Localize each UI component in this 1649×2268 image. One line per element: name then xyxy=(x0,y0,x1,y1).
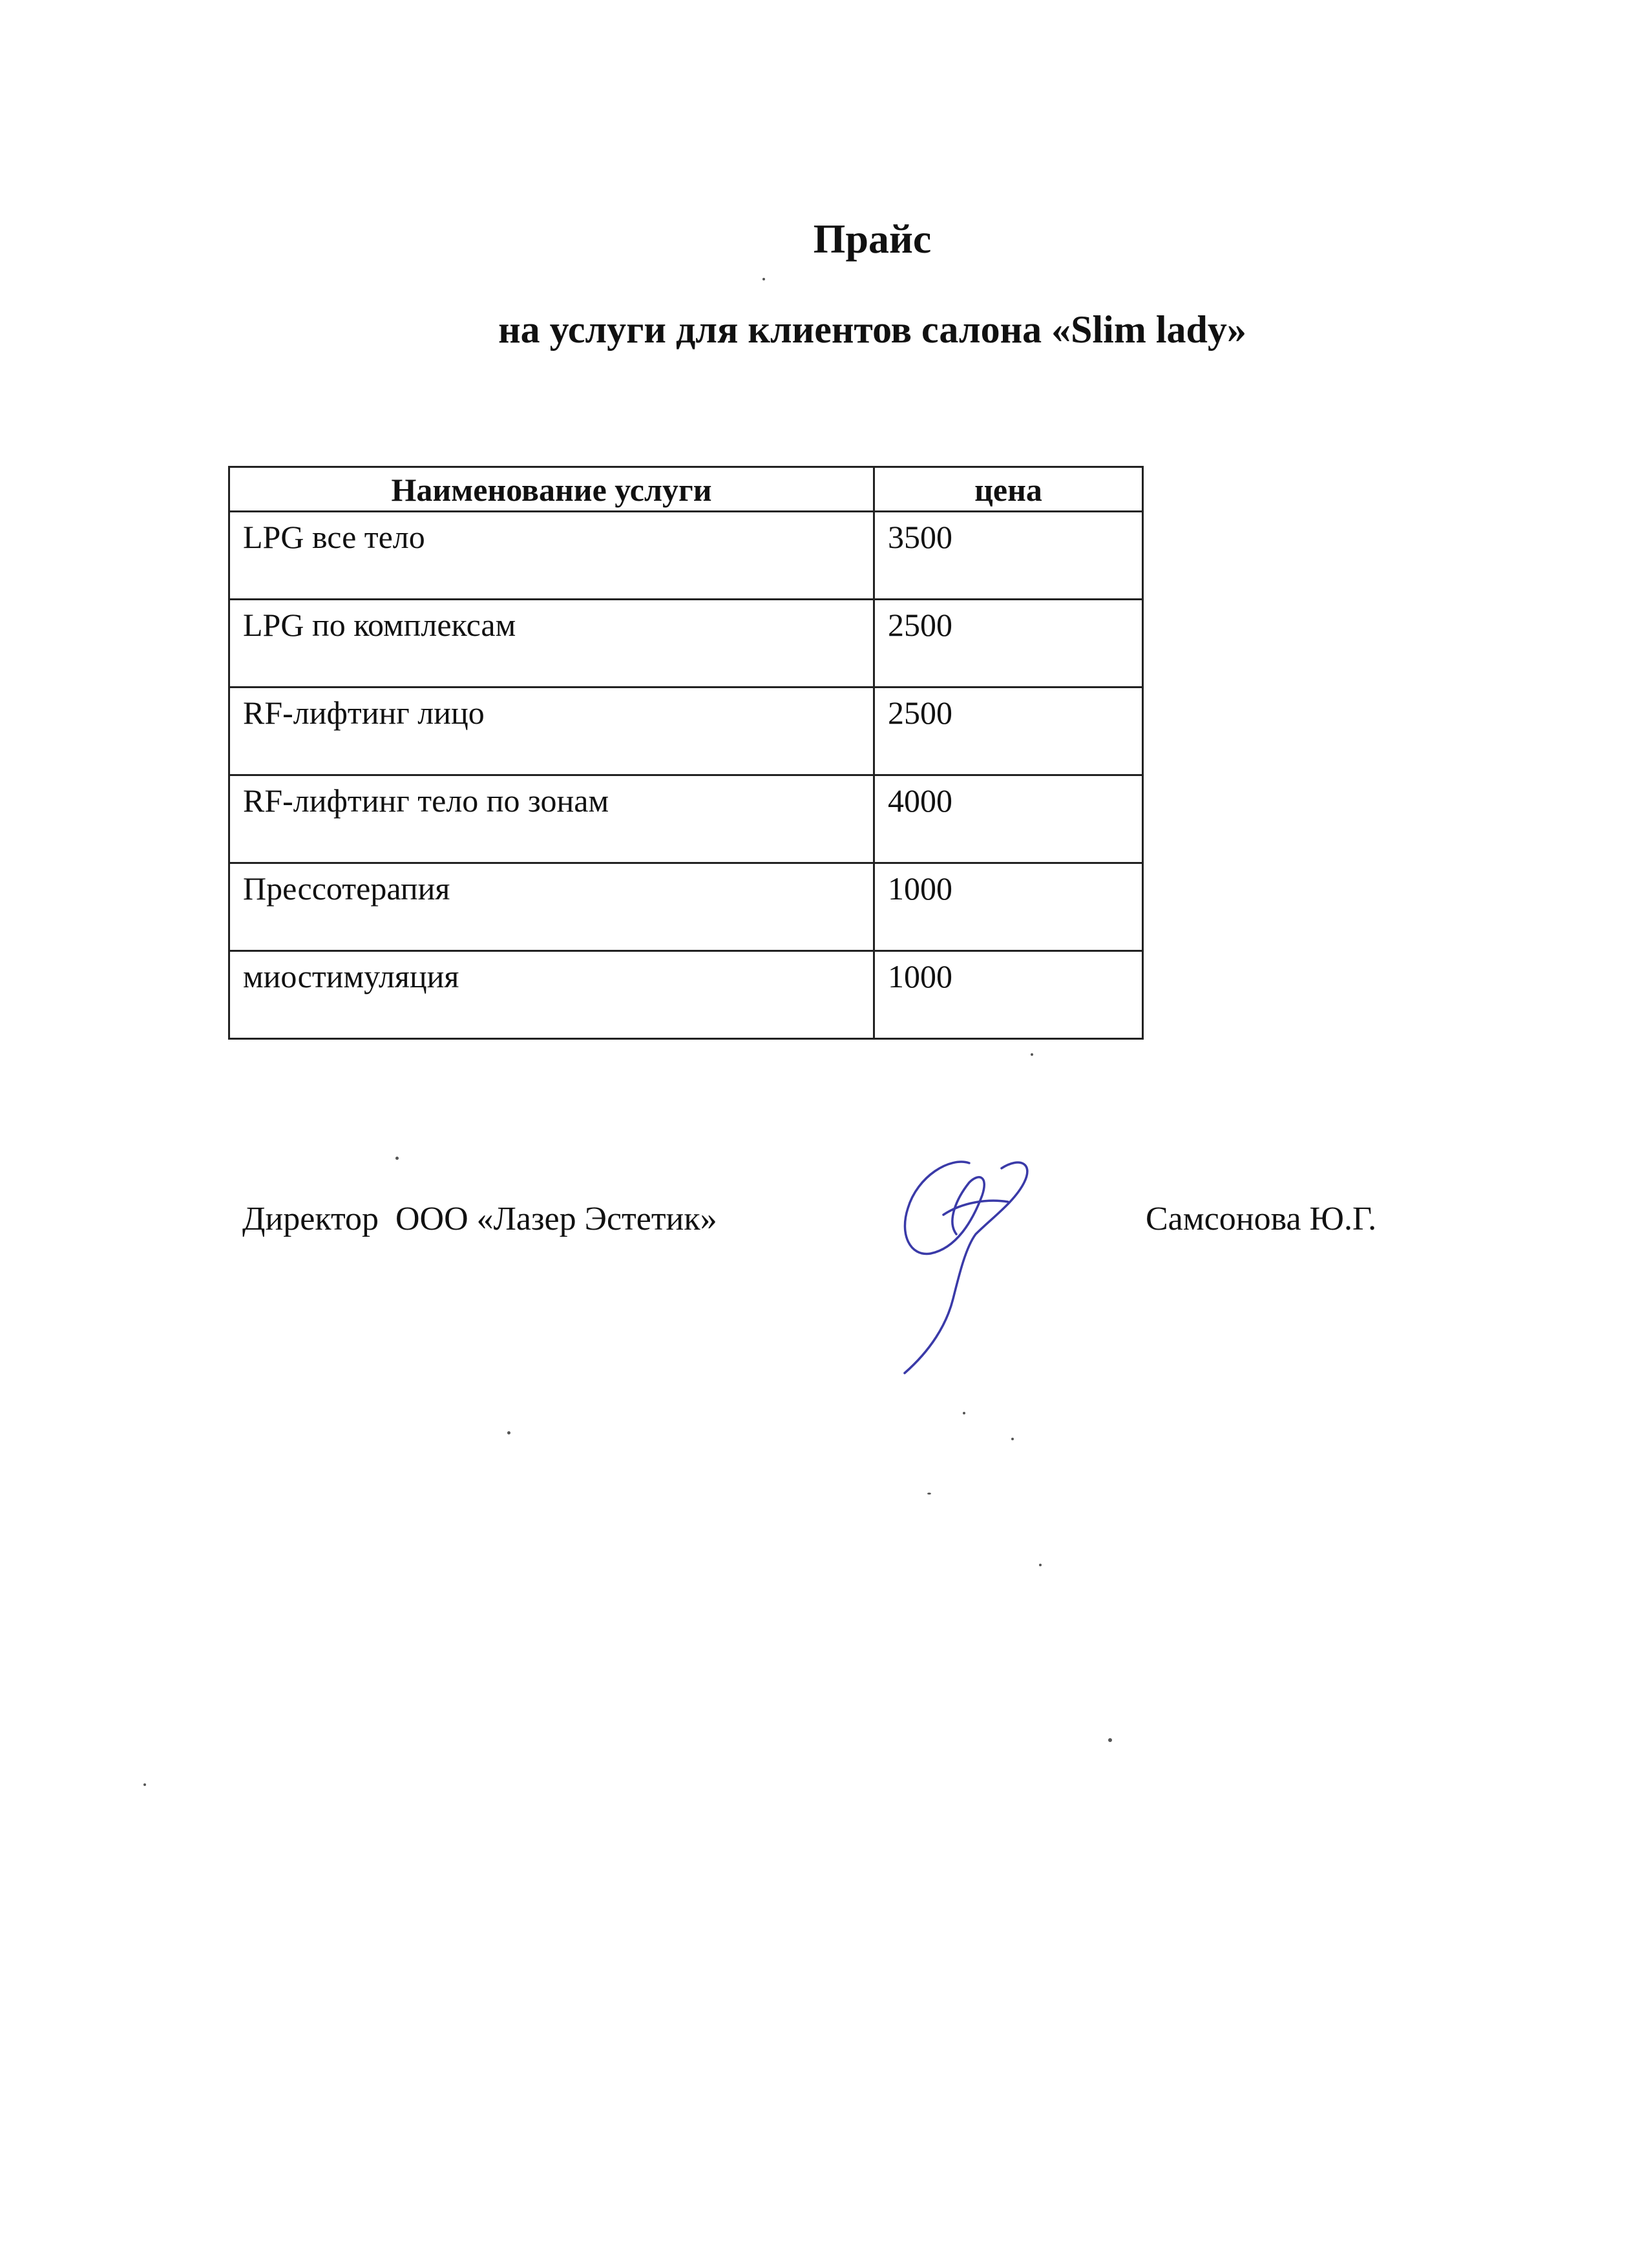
table-row xyxy=(229,512,1143,600)
service-name-cell: LPG по комплексам xyxy=(229,600,874,688)
scan-speck xyxy=(1039,1564,1042,1566)
scan-speck xyxy=(762,278,765,280)
price-cell: 4000 xyxy=(874,775,1143,863)
service-name-cell: LPG все тело xyxy=(229,512,874,600)
scan-speck xyxy=(927,1493,931,1495)
signer-position: Директор ООО «Лазер Эстетик» xyxy=(242,1201,717,1237)
scan-speck xyxy=(507,1431,510,1434)
table-row xyxy=(229,775,1143,863)
table-row xyxy=(229,863,1143,951)
scan-speck xyxy=(963,1412,965,1414)
scan-speck xyxy=(1031,1053,1033,1056)
price-cell: 1000 xyxy=(874,951,1143,1039)
column-header-service: Наименование услуги xyxy=(229,467,874,512)
table-header-row xyxy=(229,467,1143,512)
price-cell: 2500 xyxy=(874,688,1143,775)
price-cell: 2500 xyxy=(874,600,1143,688)
table-row xyxy=(229,600,1143,688)
price-cell: 1000 xyxy=(874,863,1143,951)
price-cell: 3500 xyxy=(874,512,1143,600)
service-name-cell: RF-лифтинг тело по зонам xyxy=(229,775,874,863)
handwritten-signature xyxy=(859,1137,1053,1376)
service-name-cell: Прессотерапия xyxy=(229,863,874,951)
signature-stroke-tail xyxy=(905,1162,1027,1373)
scan-speck xyxy=(1011,1438,1014,1440)
page-title: Прайс xyxy=(813,216,932,262)
column-header-price: цена xyxy=(874,467,1143,512)
signer-name: Самсонова Ю.Г. xyxy=(1146,1201,1377,1237)
service-name-cell: миостимуляция xyxy=(229,951,874,1039)
price-table xyxy=(228,466,1144,1040)
scan-speck xyxy=(143,1783,146,1786)
table-row xyxy=(229,951,1143,1039)
page-subtitle: на услуги для клиентов салона «Slim lady» xyxy=(498,308,1246,351)
table-row xyxy=(229,688,1143,775)
service-name-cell: RF-лифтинг лицо xyxy=(229,688,874,775)
scan-speck xyxy=(1108,1738,1112,1742)
scan-speck xyxy=(395,1157,399,1160)
